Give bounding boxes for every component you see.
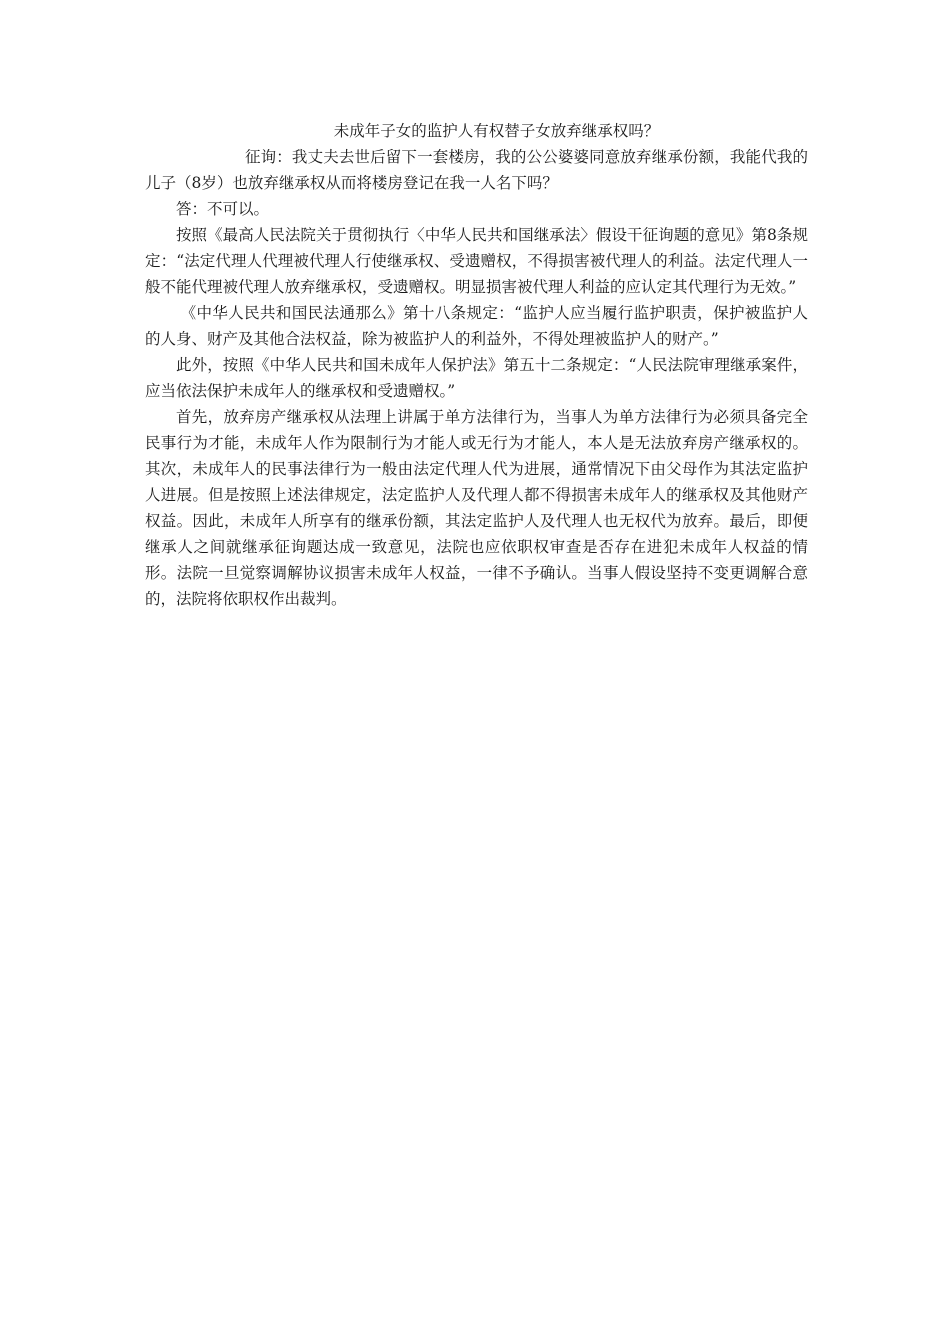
answer-paragraph: 答：不可以。 (176, 200, 270, 218)
analysis-paragraph: 首先，放弃房产继承权从法理上讲属于单方法律行为，当事人为单方法律行为必须具备完全民事行为才能，未成年人作为限制行为才能人或无行为才能人，本人是无法放弃房产继承权的。其次，未成年人的民事法律行为一般由法定代理人代为进展，通常情况下由父母作为其法定监护人进展。但是按照上述法律规定，法定监护人及代理人都不得损害未成年人的继承权及其他财产权益。因此，未成年人所享有的继承份额，其法定监护人及代理人也无权代为放弃。最后，即便继承人之间就继承征询题达成一致意见，法院也应依职权审查是否存在进犯未成年人权益的情形。法院一旦觉察调解协议损害未成年人权益，一律不予确认。当事人假设坚持不变更调解合意的，法院将依职权作出裁判。 (145, 408, 808, 608)
supreme-court-opinion-paragraph: 按照《最高人民法院关于贯彻执行〈中华人民共和国继承法〉假设干征询题的意见》第8条规定：“法定代理人代理被代理人行使继承权、受遗赠权，不得损害被代理人的利益。法定代理人一般不能代理被代理人放弃继承权，受遗赠权。明显损害被代理人利益的应认定其代理行为无效。” (145, 226, 808, 296)
inquiry-paragraph: 征询：我丈夫去世后留下一套楼房，我的公公婆婆同意放弃继承份额，我能代我的儿子（8岁）也放弃继承权从而将楼房登记在我一人名下吗？ (145, 148, 808, 192)
document-title: 未成年子女的监护人有权替子女放弃继承权吗？ (333, 122, 660, 140)
civil-law-paragraph: 《中华人民共和国民法通那么》第十八条规定：“监护人应当履行监护职责，保护被监护人的人身、财产及其他合法权益，除为被监护人的利益外，不得处理被监护人的财产。” (145, 304, 808, 348)
document-page (145, 118, 808, 612)
minor-protection-law-paragraph: 此外，按照《中华人民共和国未成年人保护法》第五十二条规定：“人民法院审理继承案件，应当依法保护未成年人的继承权和受遗赠权。” (145, 356, 808, 400)
